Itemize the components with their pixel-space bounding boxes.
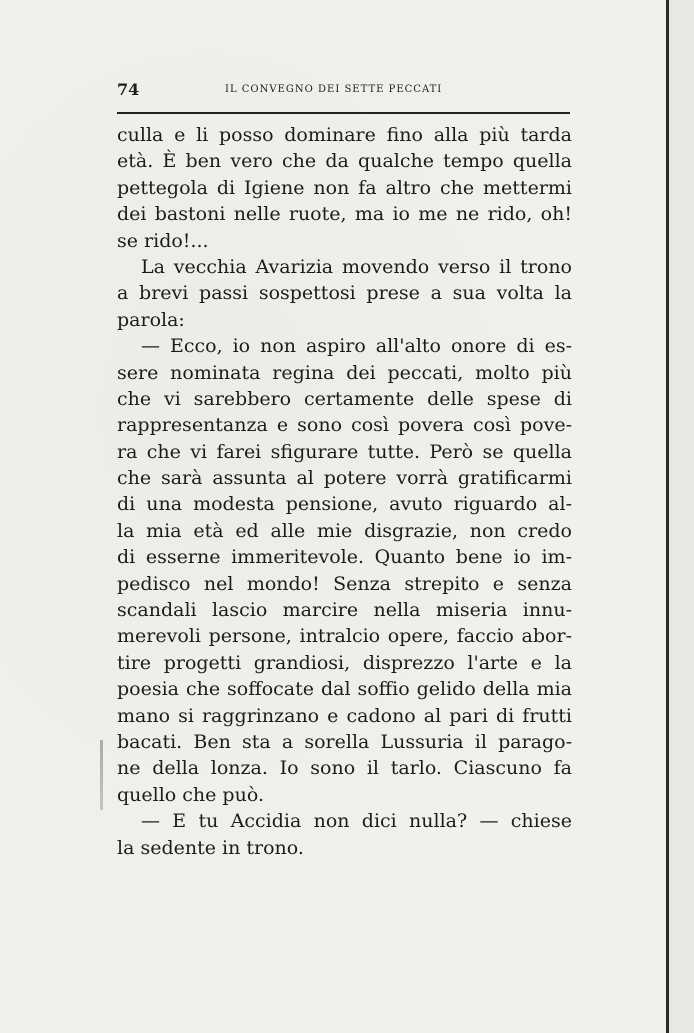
- text-line: se rido!...: [117, 229, 209, 252]
- text-line: culla e li posso dominare fino alla più tarda: [117, 124, 572, 146]
- text-line: bacati. Ben sta a sorella Lussuria il parago-: [117, 730, 572, 753]
- text-line: scandali lascio marcire nella miseria innu-: [117, 599, 572, 622]
- text-line: la mia età ed alle mie disgrazie, non credo: [117, 519, 572, 542]
- text-line: parola:: [117, 308, 185, 331]
- header-rule: [117, 112, 570, 114]
- text-line: La vecchia Avarizia movendo verso il trono: [141, 255, 572, 278]
- text-line: rappresentanza e sono così povera così pove-: [117, 414, 572, 437]
- text-line: di esserne immeritevole. Quanto bene io im-: [117, 546, 572, 569]
- text-line: a brevi passi sospettosi prese a sua volta la: [117, 282, 572, 305]
- page-header: [117, 80, 570, 102]
- text-line: pettegola di Igiene non fa altro che mettermi: [117, 176, 572, 199]
- text-line: età. È ben vero che da qualche tempo quella: [117, 150, 572, 173]
- text-line: che sarà assunta al potere vorrà gratificarmi: [117, 467, 572, 490]
- text-line: — Ecco, io non aspiro all'alto onore di es-: [141, 335, 572, 358]
- adjacent-page-margin: [669, 0, 694, 1033]
- text-line: mano si raggrinzano e cadono al pari di frutti: [117, 704, 572, 727]
- text-line: pedisco nel mondo! Senza strepito e senza: [117, 572, 572, 595]
- margin-pencil-mark: [100, 740, 103, 810]
- text-line: dei bastoni nelle ruote, ma io me ne rido, oh!: [117, 203, 572, 226]
- text-line: — E tu Accidia non dici nulla? — chiese: [141, 810, 572, 833]
- text-line: poesia che soffocate dal soffio gelido della mia: [117, 678, 572, 701]
- text-line: di una modesta pensione, avuto riguardo al-: [117, 493, 572, 516]
- body-text: [117, 122, 572, 861]
- text-line: la sedente in trono.: [117, 836, 304, 859]
- page-number: 74: [117, 80, 140, 99]
- text-line: ne della lonza. Io sono il tarlo. Ciascuno fa: [117, 757, 572, 780]
- text-line: sere nominata regina dei peccati, molto più: [117, 361, 572, 384]
- text-line: ra che vi farei sfigurare tutte. Però se quella: [117, 440, 572, 463]
- text-line: che vi sarebbero certamente delle spese di: [117, 387, 572, 410]
- running-title: IL CONVEGNO DEI SETTE PECCATI: [225, 84, 443, 95]
- text-line: merevoli persone, intralcio opere, faccio abor-: [117, 625, 572, 648]
- text-line: tire progetti grandiosi, disprezzo l'arte e la: [117, 651, 572, 674]
- text-line: quello che può.: [117, 783, 264, 806]
